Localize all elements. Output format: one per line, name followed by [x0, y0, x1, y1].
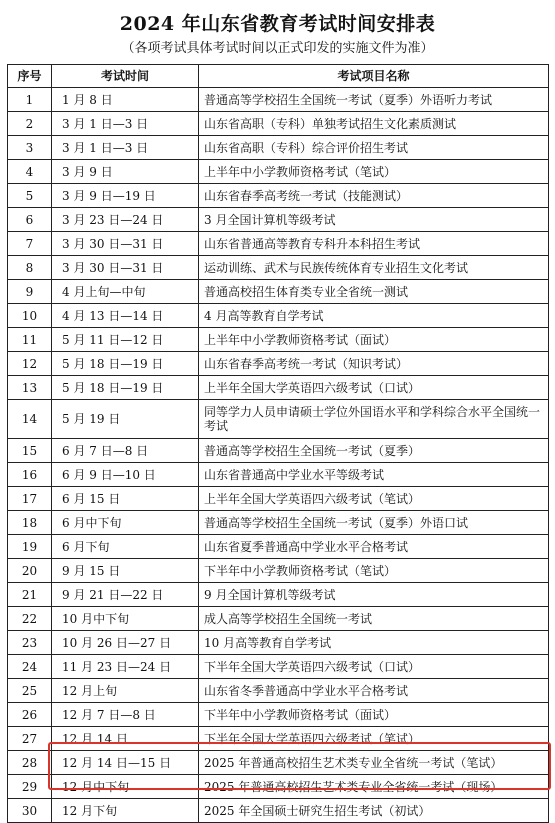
table-row — [8, 136, 549, 160]
row-time: 12 月 14 日—15 日 — [52, 751, 199, 775]
row-name: 山东省高职（专科）综合评价招生考试 — [199, 136, 549, 160]
row-time: 4 月上旬—中旬 — [52, 280, 199, 304]
row-index: 16 — [8, 463, 52, 487]
row-time: 3 月 30 日—31 日 — [52, 256, 199, 280]
row-index: 27 — [8, 727, 52, 751]
row-time: 10 月中下旬 — [52, 607, 199, 631]
row-index: 30 — [8, 799, 52, 823]
exam-schedule-table — [7, 64, 549, 823]
row-name: 2025 年普通高校招生艺术类专业全省统一考试（现场） — [199, 775, 549, 799]
row-name: 下半年全国大学英语四六级考试（笔试） — [199, 727, 549, 751]
table-row — [8, 751, 549, 775]
row-time: 5 月 18 日—19 日 — [52, 352, 199, 376]
page-subtitle: （各项考试具体考试时间以正式印发的实施文件为准） — [121, 41, 434, 56]
row-name: 上半年全国大学英语四六级考试（口试） — [199, 376, 549, 400]
row-index: 20 — [8, 559, 52, 583]
table-row — [8, 160, 549, 184]
row-time: 3 月 23 日—24 日 — [52, 208, 199, 232]
header-index: 序号 — [8, 65, 52, 88]
table-row — [8, 487, 549, 511]
table-row — [8, 703, 549, 727]
row-name: 下半年全国大学英语四六级考试（口试） — [199, 655, 549, 679]
row-time: 1 月 8 日 — [52, 88, 199, 112]
table-row — [8, 463, 549, 487]
table-row — [8, 535, 549, 559]
row-index: 5 — [8, 184, 52, 208]
table-row — [8, 559, 549, 583]
table-row — [8, 775, 549, 799]
header-name: 考试项目名称 — [199, 65, 549, 88]
row-index: 10 — [8, 304, 52, 328]
row-index: 6 — [8, 208, 52, 232]
table-row — [8, 655, 549, 679]
row-name: 下半年中小学教师资格考试（面试） — [199, 703, 549, 727]
row-index: 8 — [8, 256, 52, 280]
row-index: 19 — [8, 535, 52, 559]
row-name: 2025 年普通高校招生艺术类专业全省统一考试（笔试） — [199, 751, 549, 775]
row-index: 1 — [8, 88, 52, 112]
table-row — [8, 439, 549, 463]
row-index: 9 — [8, 280, 52, 304]
row-time: 10 月 26 日—27 日 — [52, 631, 199, 655]
row-index: 22 — [8, 607, 52, 631]
row-time: 9 月 15 日 — [52, 559, 199, 583]
table-row — [8, 511, 549, 535]
row-time: 3 月 1 日—3 日 — [52, 112, 199, 136]
table-row — [8, 376, 549, 400]
row-index: 3 — [8, 136, 52, 160]
row-index: 25 — [8, 679, 52, 703]
row-name: 普通高等学校招生全国统一考试（夏季）外语口试 — [199, 511, 549, 535]
table-row — [8, 88, 549, 112]
table-row — [8, 799, 549, 823]
row-name: 10 月高等教育自学考试 — [199, 631, 549, 655]
table-row — [8, 631, 549, 655]
table-row — [8, 727, 549, 751]
row-name: 山东省冬季普通高中学业水平合格考试 — [199, 679, 549, 703]
table-row — [8, 304, 549, 328]
row-name: 同等学力人员申请硕士学位外国语水平和学科综合水平全国统一考试 — [199, 400, 549, 439]
row-name: 山东省夏季普通高中学业水平合格考试 — [199, 535, 549, 559]
row-time: 6 月下旬 — [52, 535, 199, 559]
row-index: 17 — [8, 487, 52, 511]
row-index: 29 — [8, 775, 52, 799]
row-index: 11 — [8, 328, 52, 352]
row-name: 山东省春季高考统一考试（技能测试） — [199, 184, 549, 208]
row-time: 3 月 9 日 — [52, 160, 199, 184]
row-name: 上半年中小学教师资格考试（面试） — [199, 328, 549, 352]
row-index: 26 — [8, 703, 52, 727]
row-time: 3 月 1 日—3 日 — [52, 136, 199, 160]
row-index: 4 — [8, 160, 52, 184]
row-index: 24 — [8, 655, 52, 679]
row-time: 5 月 19 日 — [52, 400, 199, 439]
table-row — [8, 232, 549, 256]
row-time: 6 月中下旬 — [52, 511, 199, 535]
row-time: 6 月 15 日 — [52, 487, 199, 511]
row-name: 下半年中小学教师资格考试（笔试） — [199, 559, 549, 583]
row-name: 成人高等学校招生全国统一考试 — [199, 607, 549, 631]
row-time: 12 月中下旬 — [52, 775, 199, 799]
row-index: 12 — [8, 352, 52, 376]
row-time: 12 月 14 日 — [52, 727, 199, 751]
row-time: 12 月下旬 — [52, 799, 199, 823]
row-name: 山东省普通高等教育专科升本科招生考试 — [199, 232, 549, 256]
page-title: 2024 年山东省教育考试时间安排表 — [119, 13, 436, 35]
table-row — [8, 400, 549, 439]
table-row — [8, 208, 549, 232]
table-row — [8, 583, 549, 607]
row-time: 3 月 30 日—31 日 — [52, 232, 199, 256]
table-row — [8, 112, 549, 136]
row-index: 23 — [8, 631, 52, 655]
row-time: 12 月上旬 — [52, 679, 199, 703]
row-name: 上半年中小学教师资格考试（笔试） — [199, 160, 549, 184]
row-time: 6 月 7 日—8 日 — [52, 439, 199, 463]
table-row — [8, 679, 549, 703]
row-name: 山东省高职（专科）单独考试招生文化素质测试 — [199, 112, 549, 136]
row-index: 13 — [8, 376, 52, 400]
row-name: 山东省普通高中学业水平等级考试 — [199, 463, 549, 487]
row-name: 2025 年全国硕士研究生招生考试（初试） — [199, 799, 549, 823]
row-index: 18 — [8, 511, 52, 535]
row-index: 2 — [8, 112, 52, 136]
table-header-row — [8, 65, 549, 88]
row-name: 3 月全国计算机等级考试 — [199, 208, 549, 232]
row-index: 15 — [8, 439, 52, 463]
row-time: 9 月 21 日—22 日 — [52, 583, 199, 607]
table-row — [8, 280, 549, 304]
row-time: 11 月 23 日—24 日 — [52, 655, 199, 679]
row-index: 28 — [8, 751, 52, 775]
row-time: 5 月 11 日—12 日 — [52, 328, 199, 352]
table-row — [8, 352, 549, 376]
row-time: 4 月 13 日—14 日 — [52, 304, 199, 328]
row-time: 6 月 9 日—10 日 — [52, 463, 199, 487]
row-time: 12 月 7 日—8 日 — [52, 703, 199, 727]
row-time: 3 月 9 日—19 日 — [52, 184, 199, 208]
row-name: 普通高等学校招生全国统一考试（夏季） — [199, 439, 549, 463]
row-name: 普通高校招生体育类专业全省统一测试 — [199, 280, 549, 304]
table-row — [8, 607, 549, 631]
table-body — [8, 88, 549, 823]
row-name: 运动训练、武术与民族传统体育专业招生文化考试 — [199, 256, 549, 280]
table-row — [8, 328, 549, 352]
header-time: 考试时间 — [52, 65, 199, 88]
row-time: 5 月 18 日—19 日 — [52, 376, 199, 400]
row-name: 上半年全国大学英语四六级考试（笔试） — [199, 487, 549, 511]
row-name: 9 月全国计算机等级考试 — [199, 583, 549, 607]
table-row — [8, 256, 549, 280]
table-row — [8, 184, 549, 208]
row-index: 21 — [8, 583, 52, 607]
row-name: 山东省春季高考统一考试（知识考试） — [199, 352, 549, 376]
row-index: 7 — [8, 232, 52, 256]
row-index: 14 — [8, 400, 52, 439]
row-name: 4 月高等教育自学考试 — [199, 304, 549, 328]
row-name: 普通高等学校招生全国统一考试（夏季）外语听力考试 — [199, 88, 549, 112]
